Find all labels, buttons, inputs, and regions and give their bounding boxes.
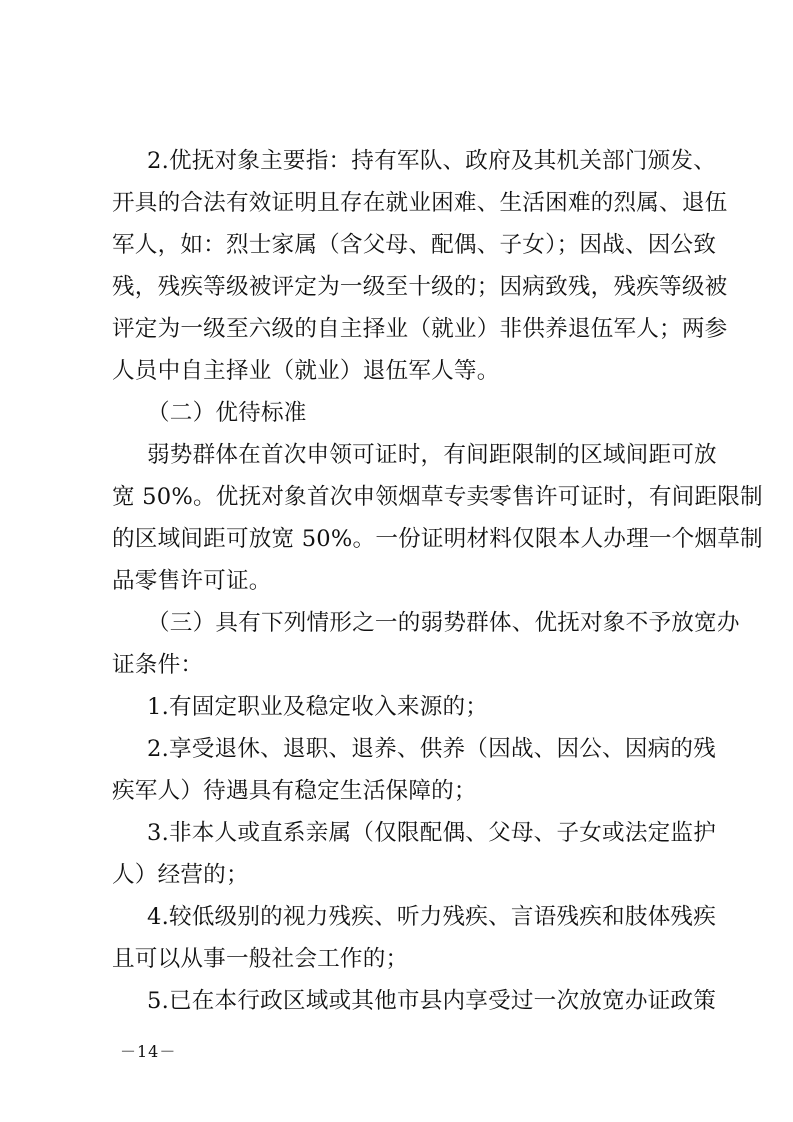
list-item-5: 5.已在本行政区域或其他市县内享受过一次放宽办证政策 <box>147 988 717 1014</box>
text-line-10: 的区域间距可放宽 50%。一份证明材料仅限本人办理一个烟草制 <box>112 526 763 552</box>
text-line-1: 2.优抚对象主要指：持有军队、政府及其机关部门颁发、 <box>147 148 717 174</box>
text-line-13: 证条件： <box>112 652 204 678</box>
list-item-4-continued: 且可以从事一般社会工作的； <box>112 946 409 972</box>
text-line-2: 开具的合法有效证明且存在就业困难、生活困难的烈属、退伍 <box>112 190 728 216</box>
page-number: －14－ <box>120 1042 177 1061</box>
text-line-3: 军人，如：烈士家属（含父母、配偶、子女）；因战、因公致 <box>112 232 717 258</box>
text-line-8: 弱势群体在首次申领可证时，有间距限制的区域间距可放 <box>147 442 717 468</box>
list-item-1: 1.有固定职业及稳定收入来源的； <box>147 694 489 720</box>
text-line-6: 人员中自主择业（就业）退伍军人等。 <box>112 358 500 384</box>
text-line-5: 评定为一级至六级的自主择业（就业）非供养退伍军人；两参 <box>112 316 728 342</box>
list-item-4: 4.较低级别的视力残疾、听力残疾、言语残疾和肢体残疾 <box>147 904 717 930</box>
section-heading-exclusions: （三）具有下列情形之一的弱势群体、优抚对象不予放宽办 <box>147 610 740 636</box>
list-item-3: 3.非本人或直系亲属（仅限配偶、父母、子女或法定监护 <box>147 820 717 846</box>
list-item-3-continued: 人）经营的； <box>112 862 249 888</box>
section-heading-benefit-standard: （二）优待标准 <box>147 400 307 426</box>
list-item-2: 2.享受退休、退职、退养、供养（因战、因公、因病的残 <box>147 736 717 762</box>
list-item-2-continued: 疾军人）待遇具有稳定生活保障的； <box>112 778 477 804</box>
text-line-9: 宽 50%。优抚对象首次申领烟草专卖零售许可证时，有间距限制 <box>112 484 763 510</box>
text-line-11: 品零售许可证。 <box>112 568 272 594</box>
text-line-4: 残，残疾等级被评定为一级至十级的；因病致残，残疾等级被 <box>112 274 728 300</box>
